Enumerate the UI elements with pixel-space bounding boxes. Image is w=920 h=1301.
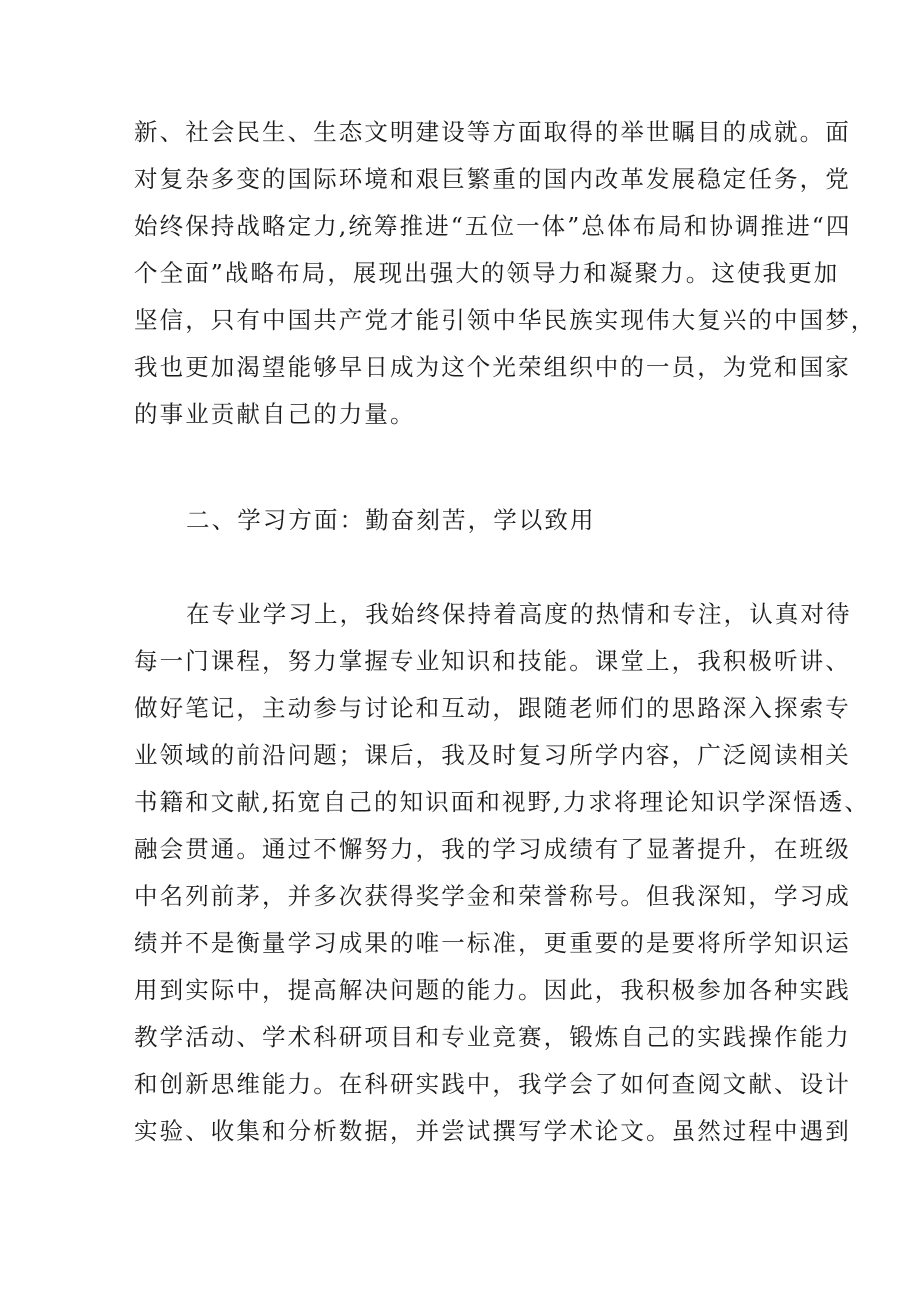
paragraph-line: 中名列前茅，并多次获得奖学金和荣誉称号。但我深知，学习成 [134,882,851,910]
paragraph-line: 绩并不是衡量学习成果的唯一标准，更重要的是要将所学知识运 [134,929,851,957]
paragraph-line: 每一门课程，努力掌握专业知识和技能。课堂上，我积极听讲、 [134,647,851,675]
paragraph-line: 做好笔记，主动参与讨论和互动，跟随老师们的思路深入探索专 [134,694,851,722]
paragraph-line: 业领域的前沿问题；课后，我及时复习所学内容，广泛阅读相关 [134,741,851,769]
paragraph-line: 在专业学习上，我始终保持着高度的热情和专注，认真对待 [186,600,852,628]
paragraph-line: 实验、收集和分析数据，并尝试撰写学术论文。虽然过程中遇到 [134,1117,851,1145]
paragraph-line: 坚信，只有中国共产党才能引领中华民族实现伟大复兴的中国梦， [134,306,877,334]
paragraph-line: 个全面”战略布局，展现出强大的领导力和凝聚力。这使我更加 [134,259,840,287]
section-heading: 二、学习方面：勤奋刻苦，学以致用 [186,506,596,534]
paragraph-line: 用到实际中，提高解决问题的能力。因此，我积极参加各种实践 [134,976,851,1004]
paragraph-line: 对复杂多变的国际环境和艰巨繁重的国内改革发展稳定任务，党 [134,165,851,193]
paragraph-line: 始终保持战略定力,统筹推进“五位一体”总体布局和协调推进“四 [134,212,852,240]
paragraph-line: 的事业贡献自己的力量。 [134,400,416,428]
paragraph-line: 教学活动、学术科研项目和专业竞赛，锻炼自己的实践操作能力 [134,1023,851,1051]
paragraph-line: 和创新思维能力。在科研实践中，我学会了如何查阅文献、设计 [134,1070,851,1098]
paragraph-line: 书籍和文献,拓宽自己的知识面和视野,力求将理论知识学深悟透、 [134,788,870,816]
paragraph-line: 融会贯通。通过不懈努力，我的学习成绩有了显著提升，在班级 [134,835,851,863]
paragraph-line: 新、社会民生、生态文明建设等方面取得的举世瞩目的成就。面 [134,118,851,146]
paragraph-line: 我也更加渴望能够早日成为这个光荣组织中的一员，为党和国家 [134,353,851,381]
